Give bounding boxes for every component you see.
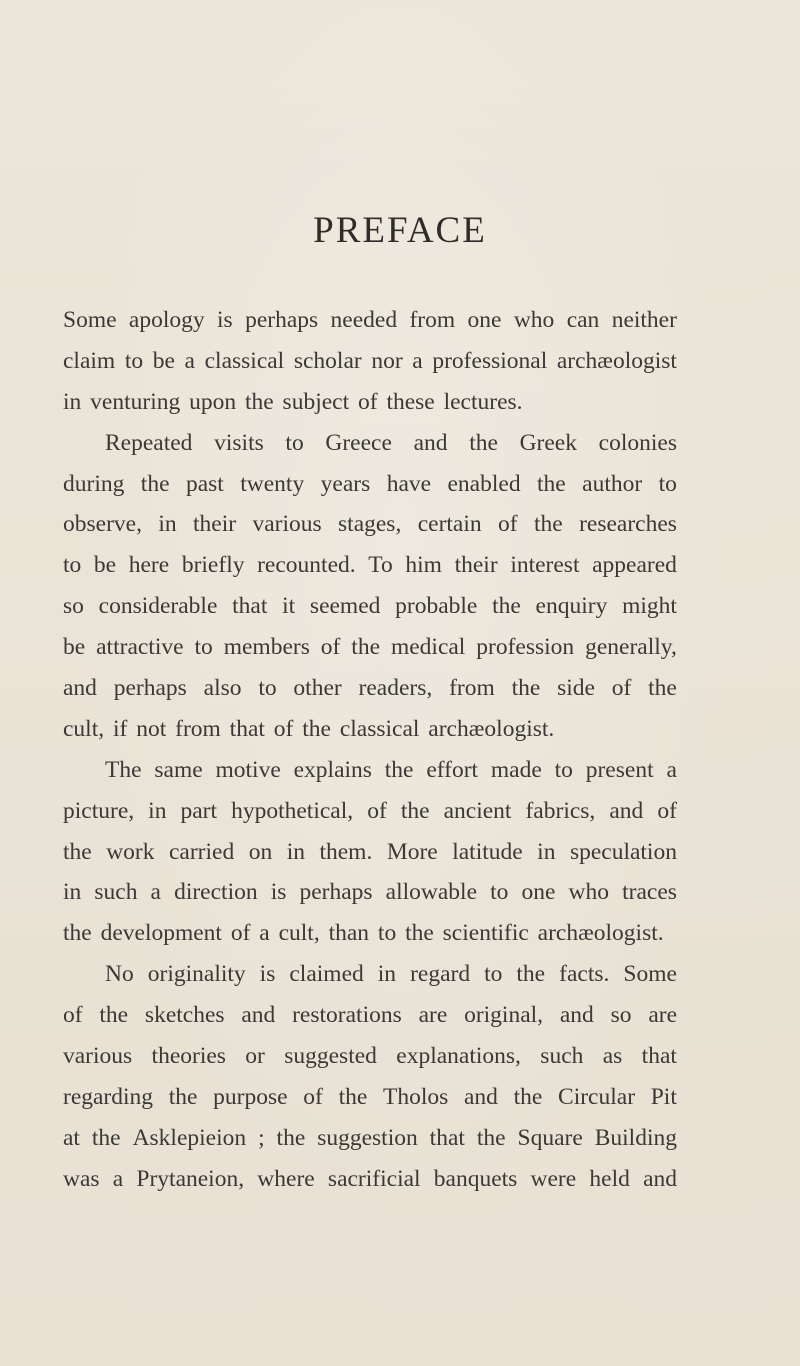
word: original, xyxy=(464,1002,544,1029)
word: scholar xyxy=(293,347,362,374)
word: various xyxy=(63,1043,133,1070)
text-line xyxy=(63,668,677,709)
word: were xyxy=(530,1165,577,1192)
word: one xyxy=(521,879,556,906)
word: the xyxy=(476,1124,506,1151)
word: perhaps xyxy=(245,307,319,333)
word: their xyxy=(193,511,237,538)
word: from xyxy=(409,307,456,333)
paragraph-1 xyxy=(63,300,677,423)
word: archæologist xyxy=(556,347,677,374)
text-line xyxy=(63,750,677,791)
word: present xyxy=(585,756,654,783)
word: such xyxy=(540,1043,584,1070)
word: More xyxy=(386,838,438,865)
word: Repeated xyxy=(105,429,193,456)
word: to xyxy=(658,470,677,497)
word: regard xyxy=(410,961,471,988)
word: enabled xyxy=(447,470,521,497)
word: of xyxy=(498,511,518,538)
word: originality xyxy=(147,961,246,988)
word: of xyxy=(303,1083,323,1110)
word: members xyxy=(223,634,310,661)
text-line xyxy=(63,954,677,995)
word: have xyxy=(386,470,432,497)
word: it xyxy=(282,593,296,620)
text-line xyxy=(63,995,677,1036)
word: same xyxy=(154,756,203,783)
word: the xyxy=(140,470,170,497)
word: be xyxy=(63,634,86,661)
text-line xyxy=(63,341,677,382)
word: the xyxy=(91,1124,121,1151)
word: neither xyxy=(611,307,677,333)
word: in xyxy=(158,511,177,538)
text-line xyxy=(63,586,677,627)
word: suggested xyxy=(284,1043,377,1070)
word: so xyxy=(610,1002,632,1029)
word: researches xyxy=(579,511,677,538)
word: work xyxy=(106,838,155,865)
word: suggestion xyxy=(317,1124,418,1151)
word: regarding xyxy=(63,1083,154,1110)
text-line xyxy=(63,423,677,464)
word: and xyxy=(241,1002,276,1029)
word: speculation xyxy=(569,838,677,865)
word: of xyxy=(657,797,677,824)
word: are xyxy=(418,1002,448,1029)
text-line: cult, if not from that of the classical archæologist. xyxy=(63,715,555,742)
text-line xyxy=(63,545,677,586)
word: a xyxy=(112,1165,124,1192)
word: be xyxy=(152,347,175,374)
word: a xyxy=(412,347,423,374)
word: of xyxy=(320,634,341,661)
word: the xyxy=(511,675,541,702)
word: To xyxy=(368,552,393,579)
word: picture, xyxy=(63,797,135,824)
word: to xyxy=(63,552,82,579)
paragraph-2 xyxy=(63,423,677,750)
paragraph-3 xyxy=(63,750,677,954)
page-title: PREFACE xyxy=(313,210,487,251)
word: No xyxy=(105,961,134,988)
word: to xyxy=(285,429,304,456)
word: the xyxy=(63,838,92,865)
word: classical xyxy=(204,347,285,374)
word: the xyxy=(338,1083,368,1110)
word: Some xyxy=(623,961,677,988)
word: that xyxy=(429,1124,465,1151)
word: their xyxy=(454,552,498,579)
word: are xyxy=(648,1002,677,1029)
word: direction xyxy=(174,879,258,906)
word: might xyxy=(622,593,677,620)
word: perhaps xyxy=(113,675,187,702)
word: the xyxy=(168,1083,198,1110)
word: and xyxy=(559,1002,594,1029)
word: to xyxy=(490,879,509,906)
word: in xyxy=(148,797,167,824)
word: to xyxy=(554,756,573,783)
word: as xyxy=(602,1043,623,1070)
word: the xyxy=(384,756,414,783)
word: theories xyxy=(151,1043,226,1070)
word: sketches xyxy=(144,1002,225,1029)
text-line xyxy=(63,872,677,913)
word: in xyxy=(377,961,397,988)
word: and xyxy=(463,1083,498,1110)
word: and xyxy=(609,797,644,824)
text-line xyxy=(63,464,677,505)
word: the xyxy=(99,1002,129,1029)
word: in xyxy=(63,879,82,906)
word: that xyxy=(641,1043,677,1070)
word: made xyxy=(490,756,542,783)
word: the xyxy=(513,1083,543,1110)
word: during xyxy=(63,470,125,497)
word: who xyxy=(513,307,555,333)
word: various xyxy=(252,511,322,538)
word: probable xyxy=(395,593,478,620)
word: observe, xyxy=(63,511,142,538)
word: Asklepieion xyxy=(132,1124,247,1151)
word: to xyxy=(194,634,213,661)
word: the xyxy=(537,470,566,497)
word: colonies xyxy=(598,429,677,456)
word: readers, xyxy=(358,675,433,702)
word: allowable xyxy=(385,879,478,906)
word: them. xyxy=(319,838,373,865)
word: seemed xyxy=(309,593,381,620)
word: in xyxy=(537,838,556,865)
word: of xyxy=(63,1002,83,1029)
word: purpose xyxy=(213,1083,288,1110)
word: medical xyxy=(390,634,466,661)
word: ; xyxy=(258,1124,265,1151)
text-line xyxy=(63,1036,677,1077)
word: facts. xyxy=(559,961,610,988)
word: author xyxy=(582,470,643,497)
word: appeared xyxy=(592,552,677,579)
word: stages, xyxy=(338,511,402,538)
word: held xyxy=(589,1165,630,1192)
word: who xyxy=(568,879,610,906)
text-line xyxy=(63,300,677,341)
word: explanations, xyxy=(396,1043,521,1070)
text-line xyxy=(63,832,677,873)
word: Pit xyxy=(650,1083,677,1110)
word: recounted. xyxy=(257,552,356,579)
word: claimed xyxy=(289,961,364,988)
word: part xyxy=(180,797,218,824)
word: him xyxy=(405,552,442,579)
word: ancient xyxy=(443,797,512,824)
word: the xyxy=(492,593,521,620)
word: in xyxy=(286,838,305,865)
word: on xyxy=(248,838,273,865)
word: is xyxy=(217,307,233,333)
word: from xyxy=(449,675,495,702)
word: where xyxy=(257,1165,315,1192)
word: hypothetical, xyxy=(231,797,354,824)
word: or xyxy=(245,1043,265,1070)
word: Circular xyxy=(558,1083,636,1110)
word: was xyxy=(63,1165,100,1192)
word: attractive xyxy=(96,634,184,661)
word: Greece xyxy=(325,429,392,456)
text-line xyxy=(63,504,677,545)
paragraph-4 xyxy=(63,954,677,1199)
word: perhaps xyxy=(299,879,373,906)
word: other xyxy=(293,675,342,702)
word: to xyxy=(258,675,277,702)
word: Building xyxy=(594,1124,677,1151)
word: such xyxy=(94,879,138,906)
word: certain xyxy=(417,511,482,538)
word: to xyxy=(484,961,503,988)
text-line: the development of a cult, than to the scientific archæologist. xyxy=(63,920,664,947)
word: effort xyxy=(426,756,479,783)
word: visits xyxy=(214,429,264,456)
word: a xyxy=(666,756,677,783)
word: a xyxy=(150,879,161,906)
word: generally, xyxy=(585,634,677,661)
word: sacrificial xyxy=(327,1165,421,1192)
word: nor xyxy=(371,347,403,374)
word: considerable xyxy=(98,593,218,620)
word: and xyxy=(413,429,448,456)
word: of xyxy=(611,675,632,702)
word: the xyxy=(516,961,546,988)
word: fabrics, xyxy=(525,797,596,824)
word: interest xyxy=(510,552,580,579)
word: the xyxy=(400,797,430,824)
word: is xyxy=(270,879,287,906)
word: side xyxy=(557,675,595,702)
text-line: in venturing upon the subject of these lectures. xyxy=(63,388,523,415)
word: restorations xyxy=(292,1002,402,1029)
word: and xyxy=(63,675,97,702)
word: banquets xyxy=(433,1165,518,1192)
word: here xyxy=(128,552,170,579)
word: briefly xyxy=(181,552,245,579)
word: twenty xyxy=(240,470,305,497)
word: apology xyxy=(128,307,205,333)
text-line xyxy=(63,1159,677,1200)
word: Prytaneion, xyxy=(136,1165,245,1192)
word: and xyxy=(643,1165,677,1192)
word: the xyxy=(533,511,563,538)
text-line xyxy=(63,791,677,832)
text-line xyxy=(63,627,677,668)
text-line xyxy=(63,1118,677,1159)
word: can xyxy=(566,307,600,333)
word: The xyxy=(105,756,142,783)
word: the xyxy=(648,675,677,702)
word: a xyxy=(184,347,195,374)
word: traces xyxy=(622,879,677,906)
word: the xyxy=(469,429,498,456)
word: professional xyxy=(432,347,548,374)
preface-body xyxy=(63,300,677,1200)
text-line xyxy=(63,1077,677,1118)
word: at xyxy=(63,1124,80,1151)
word: of xyxy=(367,797,387,824)
word: enquiry xyxy=(535,593,608,620)
word: one xyxy=(467,307,502,333)
word: to xyxy=(124,347,144,374)
word: carried xyxy=(168,838,235,865)
word: needed xyxy=(330,307,398,333)
word: be xyxy=(93,552,117,579)
word: the xyxy=(276,1124,306,1151)
word: is xyxy=(259,961,276,988)
word: latitude xyxy=(452,838,523,865)
word: years xyxy=(320,470,371,497)
word: motive xyxy=(215,756,281,783)
word: Some xyxy=(63,307,117,333)
word: Greek xyxy=(519,429,577,456)
word: Square xyxy=(517,1124,583,1151)
word: that xyxy=(232,593,268,620)
word: also xyxy=(203,675,242,702)
word: claim xyxy=(63,347,116,374)
word: so xyxy=(63,593,84,620)
word: profession xyxy=(476,634,575,661)
word: the xyxy=(351,634,381,661)
word: explains xyxy=(293,756,372,783)
word: Tholos xyxy=(382,1083,449,1110)
word: past xyxy=(185,470,224,497)
